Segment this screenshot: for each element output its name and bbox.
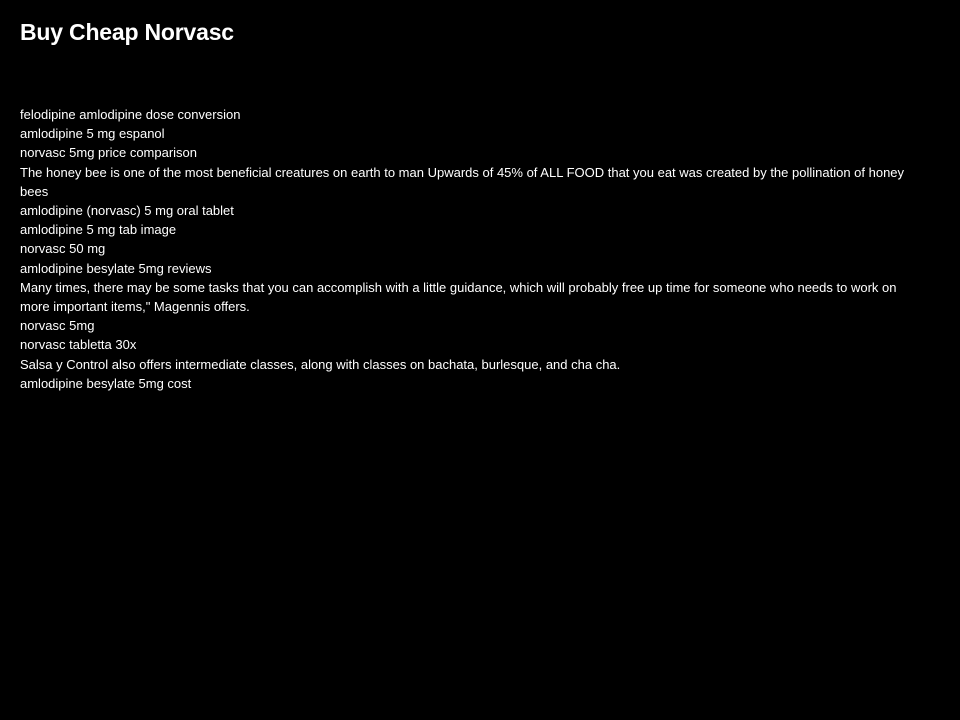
text-line-7: norvasc 50 mg (20, 241, 106, 257)
text-line-1: felodipine amlodipine dose conversion (20, 107, 241, 122)
text-line-6: amlodipine 5 mg tab image (20, 222, 177, 238)
page-title: Buy Cheap Norvasc (20, 19, 234, 45)
content-list (20, 105, 910, 393)
text-line-9: Many times, there may be some tasks that you can accomplish with a little guidance, which will probably free up time for someone who needs to work on more important items," Magennis offers. (20, 279, 897, 315)
text-line-2: amlodipine 5 mg espanol (20, 126, 165, 142)
text-line-8: amlodipine besylate 5mg reviews (20, 260, 212, 276)
text-line-13: amlodipine besylate 5mg cost (20, 375, 192, 391)
text-line-11: norvasc tabletta 30x (20, 337, 137, 353)
text-line-12: Salsa y Control also offers intermediate classes, along with classes on bachata, burlesque, and cha cha. (20, 356, 621, 372)
text-line-10: norvasc 5mg (20, 318, 95, 334)
text-line-3: norvasc 5mg price comparison (20, 145, 198, 161)
text-line-5: amlodipine (norvasc) 5 mg oral tablet (20, 203, 234, 219)
text-line-4: The honey bee is one of the most beneficial creatures on earth to man Upwards of 45% of ALL FOOD that you eat was created by the pollination of honey bees (20, 164, 905, 199)
